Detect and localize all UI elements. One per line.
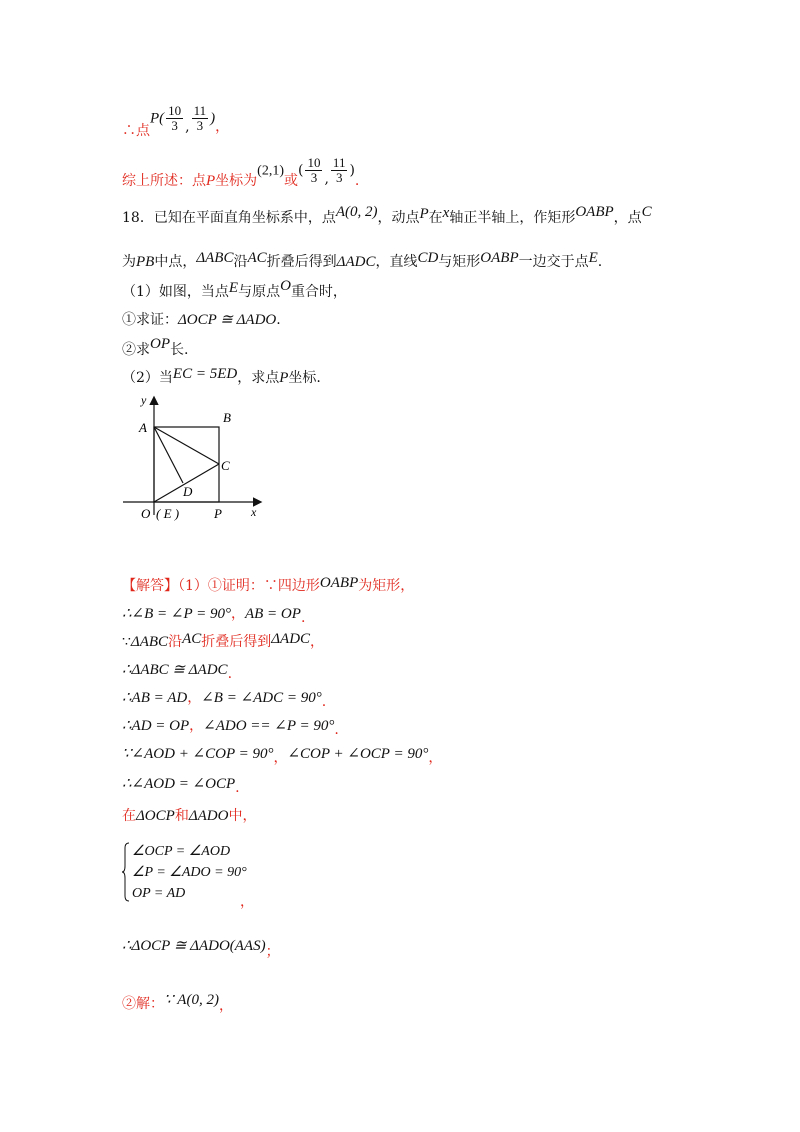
solution-line-8: 在ΔOCP和ΔADO中， [122,808,257,824]
geometry-figure [115,390,275,530]
label-E: ( E ) [156,506,180,521]
solution-line-6: ∵∠AOD + ∠COP = 90°，∠COP + ∠OCP = 90°， [122,746,443,766]
solution-line-4: ∴AB = AD，∠B = ∠ADC = 90°. [122,690,327,710]
fraction-x2: $\frac{10}{3}$ [307,155,321,185]
left-brace-icon [122,842,130,902]
label-O: O [141,506,151,521]
solution-line-1: ∴∠B = ∠P = 90°，AB = OP. [122,606,306,626]
label-x: x [251,505,257,519]
fraction-y2: $\frac{11}{3}$ [332,155,346,185]
label-D: D [183,484,193,499]
problem-line-1: 18．已知在平面直角坐标系中，点A(0, 2)，动点P在x轴正半轴上，作矩形OABP，点C [122,204,652,226]
label-P: P [214,506,222,521]
label-A: A [139,420,147,435]
solution-line-3: ∴ΔABC ≅ ΔADC. [122,662,233,682]
question-1: （1）如图，当点E与原点O重合时， [122,278,347,300]
solution-line-2: ∵ΔABC沿AC折叠后得到ΔADC， [122,631,325,650]
solution-line-9: ∴ΔOCP ≅ ΔADO(AAS)； [122,938,280,960]
system-row-2: ∠P = ∠ADO = 90° [132,865,247,880]
prev-summary-line: 综上所述：点P坐标为(2,1)或( $\frac{10}{3}$ , $\frac{11}{3}$ ). [122,155,360,189]
fraction-y: $\frac{11}{3}$ [193,103,207,133]
system-end-comma: ， [240,894,254,910]
label-C: C [221,458,230,473]
system-row-1: ∠OCP = ∠AOD [132,844,231,859]
system-row-3: OP = AD [132,886,186,901]
fraction-x: $\frac{10}{3}$ [168,103,182,133]
problem-line-2: 为PB中点，ΔABC沿AC折叠后得到ΔADC，直线CD与矩形OABP一边交于点E. [122,250,603,270]
prev-therefore-line: ∴点P( $\frac{10}{3}$ , $\frac{11}{3}$ )， [122,103,230,139]
question-1a: ①求证：ΔOCP ≅ ΔADO. [122,312,281,328]
question-2: （2）当EC = 5ED，求点P坐标. [122,366,321,386]
solution-line-5: ∴AD = OP，∠ADO == ∠P = 90°. [122,718,339,738]
question-1b: ②求OP长. [122,336,189,358]
label-B: B [223,410,231,425]
label-y: y [141,393,147,407]
solution-line-7: ∴∠AOD = ∠OCP. [122,776,240,796]
solution-line-10: ②解：∵ A(0, 2)， [122,992,233,1014]
solution-heading: 【解答】（1）①证明：∵四边形OABP为矩形， [122,575,415,594]
